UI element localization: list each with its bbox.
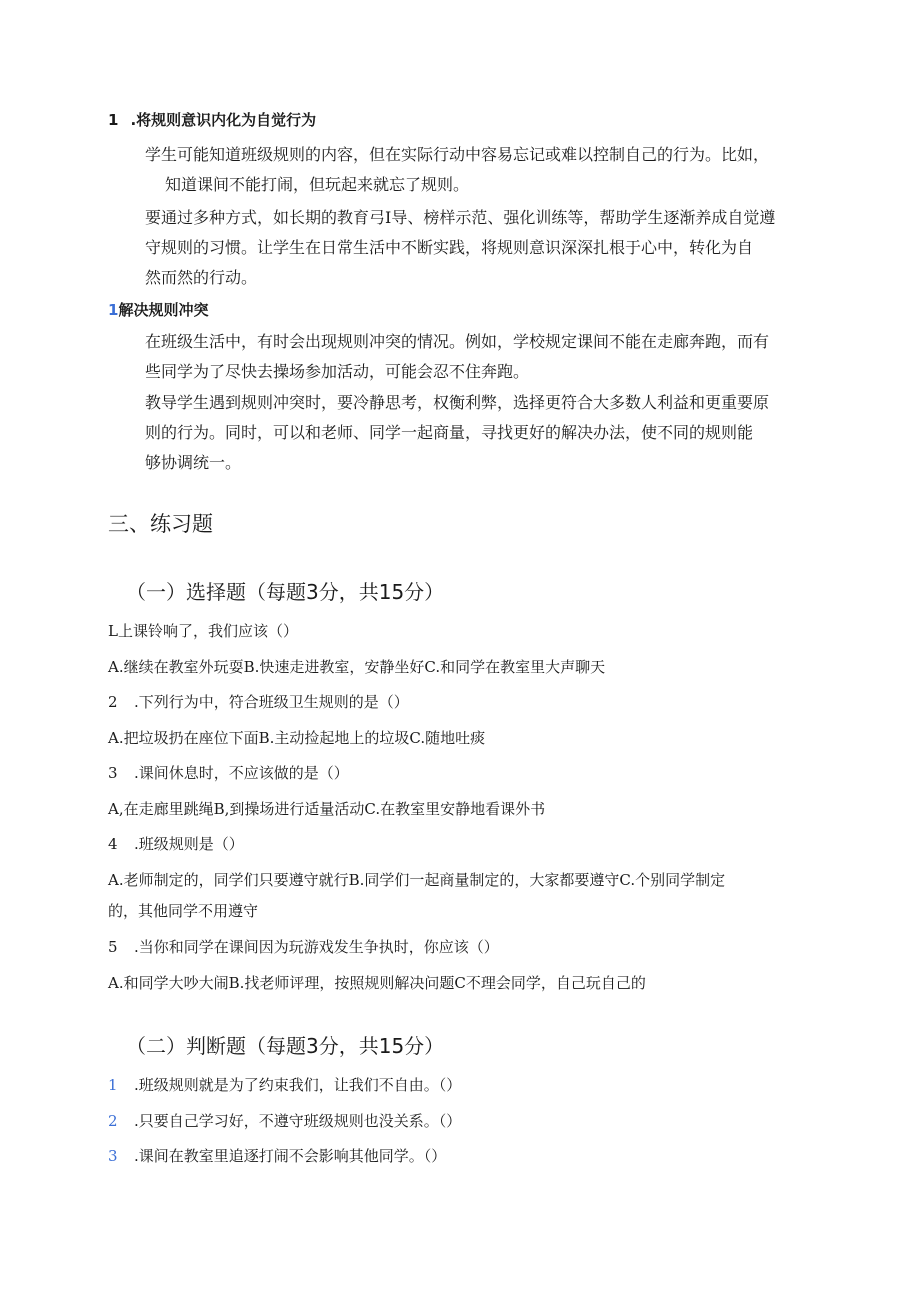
paragraph-line: 要通过多种方式，如长期的教育弓I导、榜样示范、强化训练等，帮助学生逐渐养成自觉遵 <box>145 208 776 227</box>
paragraph-conflicts-1 <box>145 327 769 387</box>
subheading-text: 解决规则冲突 <box>118 301 209 319</box>
question-3 <box>108 762 349 784</box>
question-text: .课间休息时，不应该做的是（） <box>134 764 349 782</box>
question-4-options <box>108 869 725 922</box>
options-line: A.和同学大吵大闹B.找老师评理，按照规则解决问题C不理会同学，自己玩自己的 <box>108 974 646 992</box>
paragraph-line: 则的行为。同时，可以和老师、同学一起商量，寻找更好的解决办法，使不同的规则能 <box>145 423 754 442</box>
options-line: A.继续在教室外玩耍B.快速走进教室，安静坐好C.和同学在教室里大声聊天 <box>108 658 606 676</box>
question-text: .班级规则就是为了约束我们，让我们不自由。（） <box>134 1076 462 1094</box>
paragraph-line: 知道课间不能打闹，但玩起来就忘了规则。 <box>165 175 470 194</box>
question-text: L上课铃响了，我们应该（） <box>108 622 298 640</box>
section-title-exercises: 三、练习题 <box>108 512 213 536</box>
question-1-options <box>108 656 605 678</box>
paragraph-line: 些同学为了尽快去操场参加活动，可能会忍不住奔跑。 <box>145 362 530 381</box>
options-line: A.把垃圾扔在座位下面B.主动捡起地上的垃圾C.随地吐痰 <box>108 729 486 747</box>
paragraph-line: 够协调统一。 <box>145 453 242 472</box>
part-title-multiple-choice: （一）选择题（每题3分，共15分） <box>126 580 445 604</box>
paragraph-internalize-2 <box>145 203 775 293</box>
question-2-options <box>108 727 485 749</box>
question-text: .只要自己学习好，不遵守班级规则也没关系。（） <box>134 1112 462 1130</box>
question-1 <box>108 620 298 642</box>
paragraph-line: 教导学生遇到规则冲突时，要冷静思考，权衡利弊，选择更符合大多数人利益和更重要原 <box>145 393 770 412</box>
question-text: .当你和同学在课间因为玩游戏发生争执时，你应该（） <box>134 938 499 956</box>
question-number: 4 <box>108 835 118 853</box>
tf-question-1 <box>108 1074 461 1096</box>
subheading-number: 1 <box>108 111 119 129</box>
part-title-true-false: （二）判断题（每题3分，共15分） <box>126 1034 445 1058</box>
question-text: .班级规则是（） <box>134 835 244 853</box>
paragraph-internalize-1 <box>145 140 769 200</box>
tf-question-2 <box>108 1110 461 1132</box>
paragraph-conflicts-2 <box>145 388 769 478</box>
paragraph-line: 在班级生活中，有时会出现规则冲突的情况。例如，学校规定课间不能在走廊奔跑，而有 <box>145 332 770 351</box>
paragraph-line: 守规则的习惯。让学生在日常生活中不断实践，将规则意识深深扎根于心中，转化为自 <box>145 238 754 257</box>
options-line: A.老师制定的，同学们只要遵守就行B.同学们一起商量制定的，大家都要遵守C.个别同学制定 <box>108 871 726 889</box>
question-2 <box>108 691 409 713</box>
question-number: 2 <box>108 693 118 711</box>
question-text: .课间在教室里追逐打闹不会影响其他同学。（） <box>134 1147 447 1165</box>
question-number: 2 <box>108 1112 118 1130</box>
paragraph-line: 学生可能知道班级规则的内容，但在实际行动中容易忘记或难以控制自己的行为。比如， <box>145 145 770 164</box>
question-5 <box>108 936 499 958</box>
paragraph-line: 然而然的行动。 <box>145 268 258 287</box>
tf-question-3 <box>108 1145 446 1167</box>
question-4 <box>108 833 244 855</box>
question-number: 1 <box>108 1076 118 1094</box>
subheading-number: 1 <box>108 301 119 319</box>
question-text: .下列行为中，符合班级卫生规则的是（） <box>134 693 409 711</box>
question-5-options <box>108 972 646 994</box>
question-number: 3 <box>108 1147 118 1165</box>
options-line: 的，其他同学不用遵守 <box>108 902 259 920</box>
subheading-internalize-rules <box>108 110 316 130</box>
question-number: 5 <box>108 938 118 956</box>
options-line: A,在走廊里跳绳B,到操场进行适量活动C.在教室里安静地看课外书 <box>108 800 546 818</box>
question-number: 3 <box>108 764 118 782</box>
subheading-resolve-conflicts <box>108 300 208 320</box>
subheading-text: .将规则意识内化为自觉行为 <box>130 111 317 129</box>
question-3-options <box>108 798 545 820</box>
